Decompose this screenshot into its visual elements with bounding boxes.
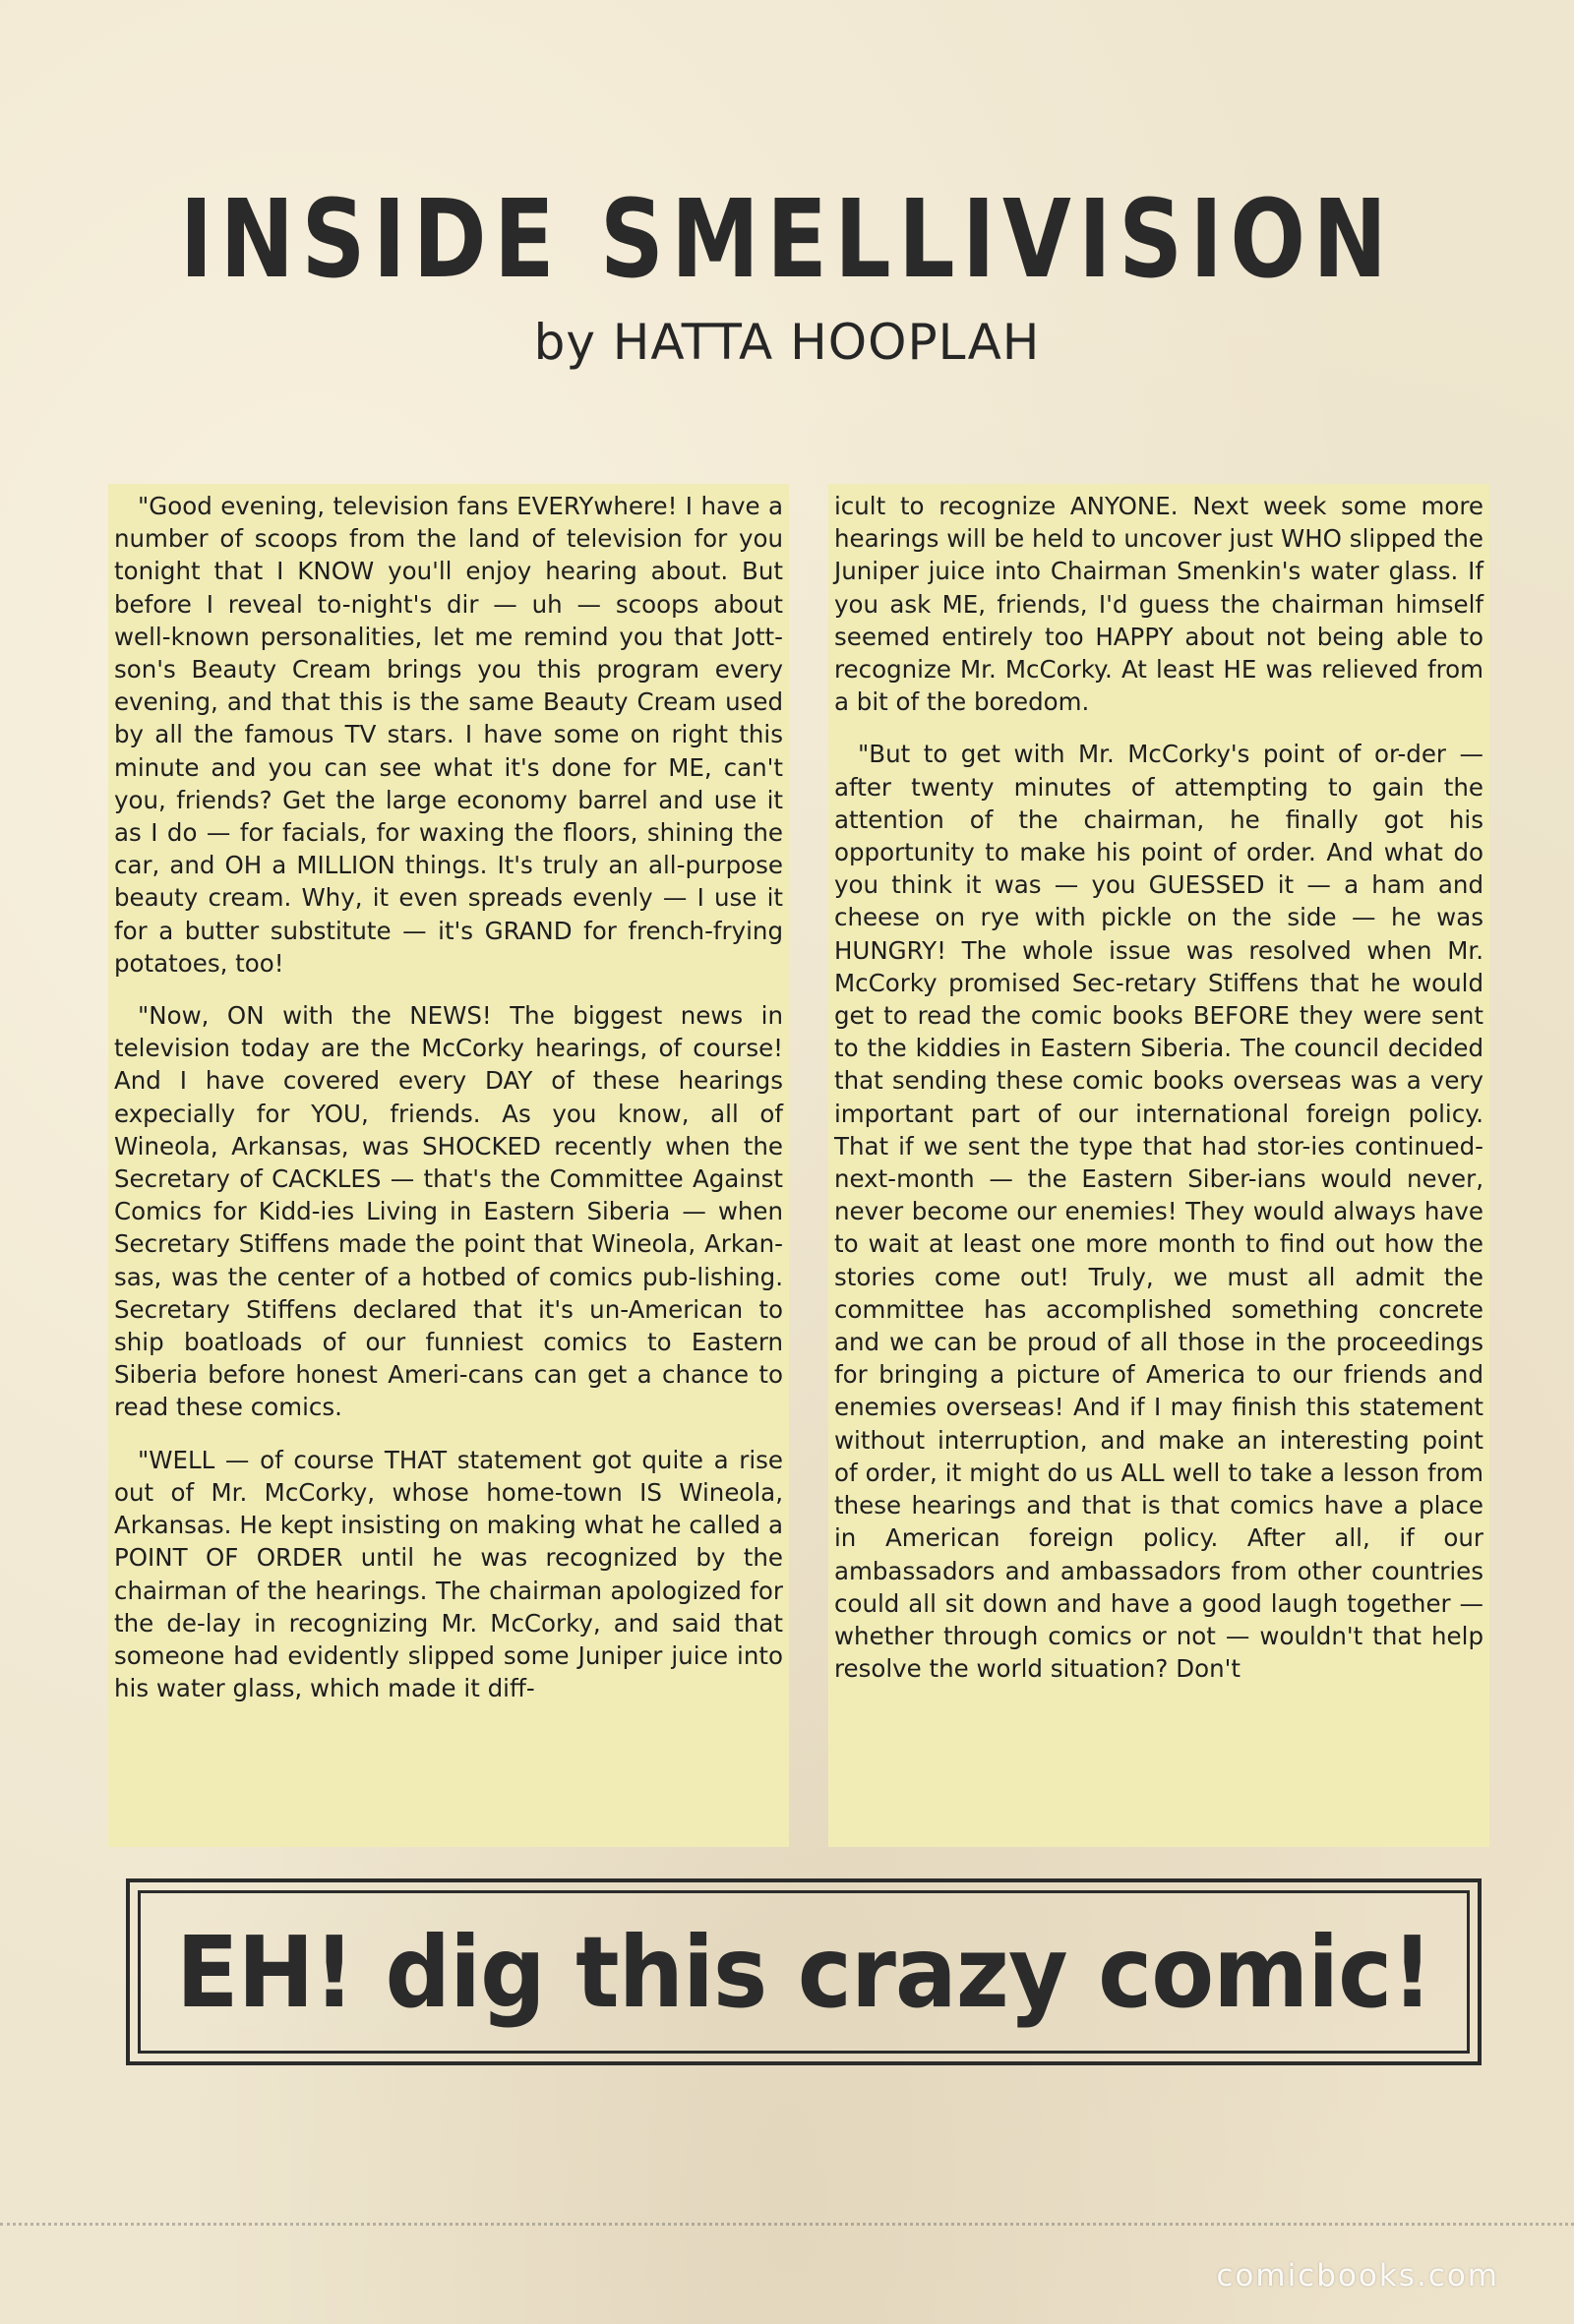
- article-title: INSIDE SMELLIVISION: [179, 176, 1395, 302]
- article-paragraph: "WELL — of course THAT statement got quite a rise out of Mr. McCorky, whose home-town IS Wineola, Arkansas. He kept insisting on making what he called a POINT OF ORDER until he was recognized by the chairman of the hearings. The chairman apologized for the de-lay in recognizing Mr. McCorky, and said that someone had evidently slipped some Juniper juice into his water glass, which made it diff-: [114, 1445, 783, 1703]
- article-paragraph: "Good evening, television fans EVERYwhere! I have a number of scoops from the land of television for you tonight that I KNOW you'll enjoy hearing about. But before I reveal to-night's dir — uh — scoops about well-known personalities, let me remind you that Jott-son's Beauty Cream brings you this program every evening, and that this is the same Beauty Cream used by all the famous TV stars. I have some on right this minute and you can see what it's done for ME, can't you, friends? Get the large economy barrel and use it as I do — for facials, for waxing the floors, shining the car, and OH a MILLION things. It's truly an all-purpose beauty cream. Why, it even spreads evenly — I use it for a butter substitute — it's GRAND for french-frying potatoes, too!: [114, 492, 783, 978]
- article-byline: by HATTA HOOPLAH: [533, 314, 1041, 371]
- promo-banner-text: EH! dig this crazy comic!: [175, 1914, 1432, 2030]
- article-paragraph: "Now, ON with the NEWS! The biggest news in television today are the McCorky hearings, of course! And I have covered every DAY of these hearings expecially for YOU, friends. As you know, all of Wineola, Arkansas, was SHOCKED recently when the Secretary of CACKLES — that's the Committee Against Comics for Kidd-ies Living in Eastern Siberia — when Secretary Stiffens made the point that Wineola, Arkan-sas, was the center of a hotbed of comics pub-lishing. Secretary Stiffens declared that it's un-American to ship boatloads of our funniest comics to Eastern Siberia before honest Ameri-cans can get a chance to read these comics.: [114, 1001, 783, 1422]
- article-column-left: [108, 484, 789, 1847]
- article-column-right: [828, 484, 1489, 1847]
- promo-banner-frame: [138, 1890, 1470, 2054]
- bottom-divider: [0, 2223, 1574, 2226]
- site-watermark: comicbooks.com: [1216, 2258, 1499, 2294]
- promo-banner: [126, 1878, 1482, 2065]
- article-paragraph: icult to recognize ANYONE. Next week some more hearings will be held to uncover just WHO slipped the Juniper juice into Chairman Smenkin's water glass. If you ask ME, friends, I'd guess the chairman himself seemed entirely too HAPPY about not being able to recognize Mr. McCorky. At least HE was relieved from a bit of the boredom.: [834, 492, 1483, 717]
- article-paragraph: "But to get with Mr. McCorky's point of or-der — after twenty minutes of attempting to gain the attention of the chairman, he finally got his opportunity to make his point of order. And what do you think it was — you GUESSED it — a ham and cheese on rye with pickle on the side — he was HUNGRY! The whole issue was resolved when Mr. McCorky promised Sec-retary Stiffens that he would get to read the comic books BEFORE they were sent to the kiddies in Eastern Siberia. The council decided that sending these comic books overseas was a very important part of our international foreign policy. That if we sent the type that had stor-ies continued-next-month — the Eastern Siber-ians would never, never become our enemies! They would always have to wait at least one more month to find out how the stories come out! Truly, we must all admit the committee has accomplished something concrete and we can be proud of all those in the proceedings for bringing a picture of America to our friends and enemies overseas! And if I may finish this statement without interruption, and make an interesting point of order, it might do us ALL well to take a lesson from these hearings and that is that comics have a place in American foreign policy. After all, if our ambassadors and ambassadors from other countries could all sit down and have a good laugh together — whether through comics or not — wouldn't that help resolve the world situation? Don't: [834, 740, 1483, 1684]
